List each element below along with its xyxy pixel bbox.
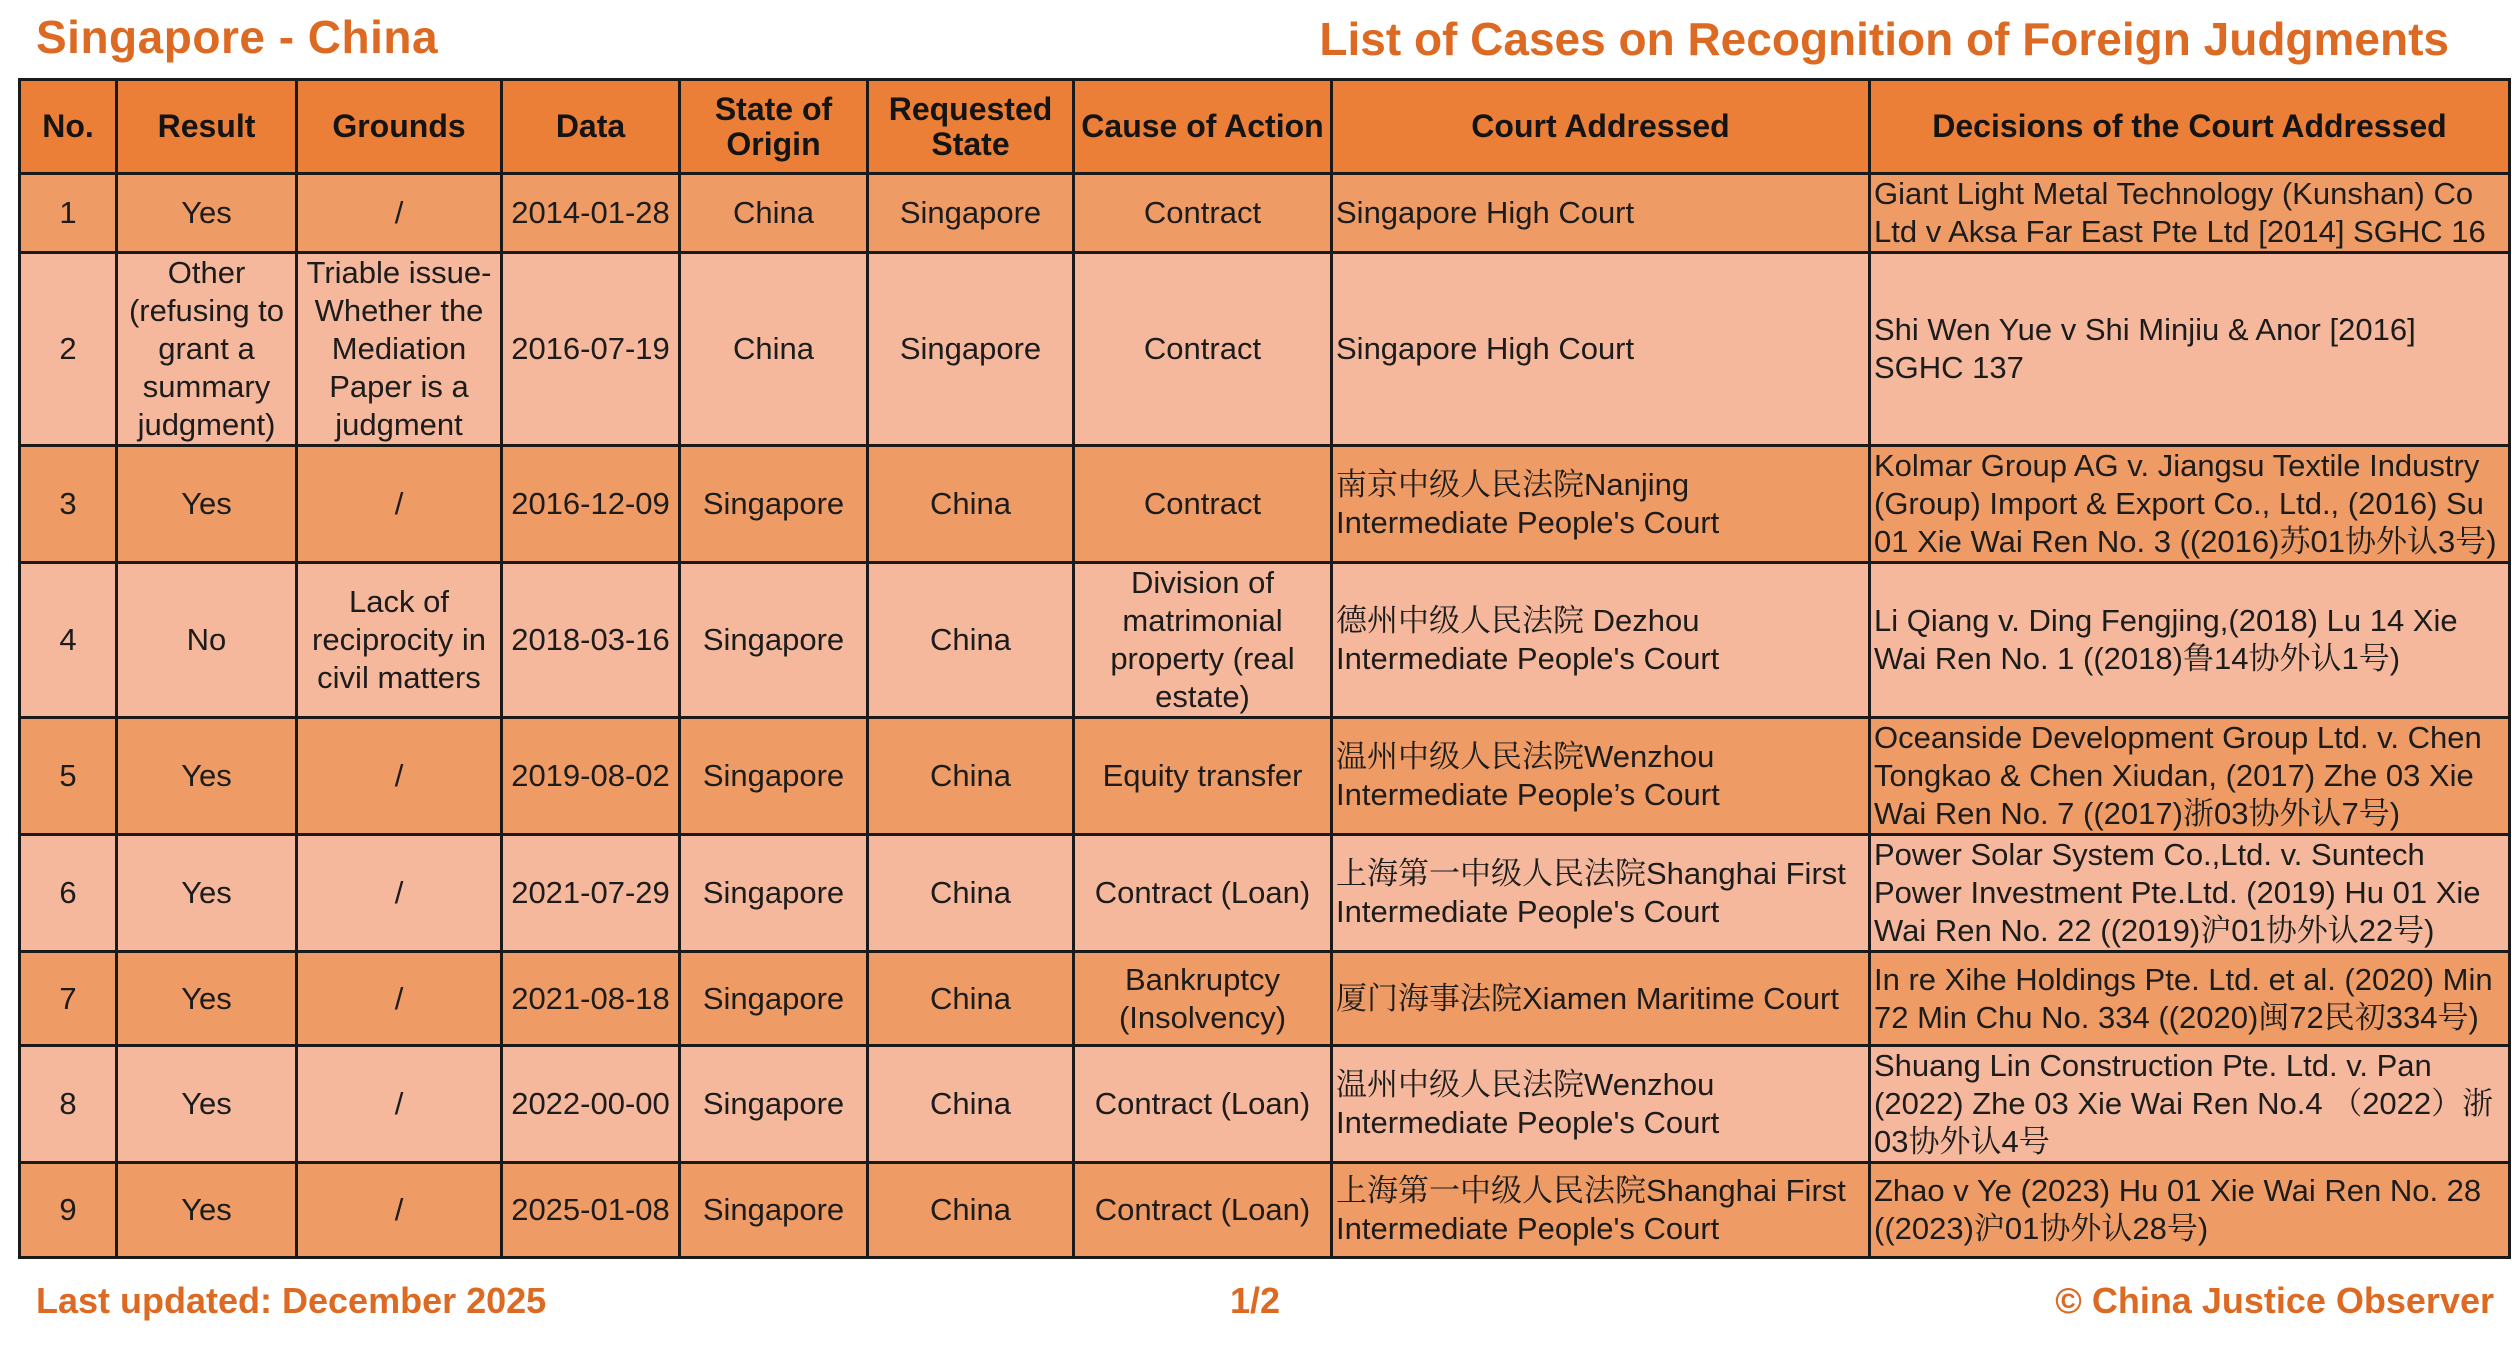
cell-grounds: /: [297, 1046, 502, 1163]
cell-court-addressed: Singapore High Court: [1332, 253, 1870, 446]
cell-date: 2019-08-02: [502, 718, 680, 835]
cell-cause-of-action: Equity transfer: [1074, 718, 1332, 835]
cell-decision: Zhao v Ye (2023) Hu 01 Xie Wai Ren No. 28 ((2023)沪01协外认28号): [1870, 1163, 2510, 1258]
cell-no: 7: [20, 952, 117, 1046]
cell-state-of-origin: Singapore: [680, 563, 868, 718]
column-header-decisions: Decisions of the Court Addressed: [1870, 80, 2510, 174]
cell-grounds: /: [297, 718, 502, 835]
cell-no: 5: [20, 718, 117, 835]
column-header-cause-of-action: Cause of Action: [1074, 80, 1332, 174]
table-row: [20, 563, 2510, 718]
copyright-label: © China Justice Observer: [2055, 1280, 2494, 1321]
cell-date: 2021-08-18: [502, 952, 680, 1046]
table-row: [20, 1163, 2510, 1258]
cell-cause-of-action: Bankruptcy (Insolvency): [1074, 952, 1332, 1046]
cell-result: Yes: [117, 1046, 297, 1163]
cell-requested-state: China: [868, 835, 1074, 952]
cell-requested-state: China: [868, 1046, 1074, 1163]
table-row: [20, 174, 2510, 253]
cell-cause-of-action: Contract (Loan): [1074, 1046, 1332, 1163]
cell-no: 4: [20, 563, 117, 718]
cell-court-addressed: 温州中级人民法院Wenzhou Intermediate People’s Court: [1332, 718, 1870, 835]
cell-no: 3: [20, 446, 117, 563]
cell-date: 2016-07-19: [502, 253, 680, 446]
cell-grounds: /: [297, 446, 502, 563]
cell-court-addressed: Singapore High Court: [1332, 174, 1870, 253]
cell-cause-of-action: Contract: [1074, 253, 1332, 446]
cell-decision: Giant Light Metal Technology (Kunshan) Co Ltd v Aksa Far East Pte Ltd [2014] SGHC 16: [1870, 174, 2510, 253]
table-row: [20, 253, 2510, 446]
cell-decision: In re Xihe Holdings Pte. Ltd. et al. (2020) Min 72 Min Chu No. 334 ((2020)闽72民初334号): [1870, 952, 2510, 1046]
last-updated-label: Last updated: December 2025: [36, 1280, 547, 1321]
cell-court-addressed: 厦门海事法院Xiamen Maritime Court: [1332, 952, 1870, 1046]
cell-cause-of-action: Division of matrimonial property (real estate): [1074, 563, 1332, 718]
cell-date: 2025-01-08: [502, 1163, 680, 1258]
cell-state-of-origin: China: [680, 253, 868, 446]
cell-decision: Li Qiang v. Ding Fengjing,(2018) Lu 14 Xie Wai Ren No. 1 ((2018)鲁14协外认1号): [1870, 563, 2510, 718]
cell-state-of-origin: Singapore: [680, 718, 868, 835]
cell-date: 2018-03-16: [502, 563, 680, 718]
cell-court-addressed: 上海第一中级人民法院Shanghai First Intermediate People's Court: [1332, 835, 1870, 952]
table-row: [20, 446, 2510, 563]
cell-cause-of-action: Contract: [1074, 446, 1332, 563]
cell-requested-state: China: [868, 718, 1074, 835]
cell-state-of-origin: Singapore: [680, 446, 868, 563]
table-row: [20, 952, 2510, 1046]
cell-grounds: /: [297, 952, 502, 1046]
column-header-grounds: Grounds: [297, 80, 502, 174]
table-row: [20, 718, 2510, 835]
cell-result: Yes: [117, 1163, 297, 1258]
cell-result: Yes: [117, 835, 297, 952]
cell-grounds: /: [297, 1163, 502, 1258]
document-heading: List of Cases on Recognition of Foreign Judgments: [1319, 13, 2449, 65]
cell-requested-state: Singapore: [868, 174, 1074, 253]
cell-no: 2: [20, 253, 117, 446]
cell-decision: Shuang Lin Construction Pte. Ltd. v. Pan (2022) Zhe 03 Xie Wai Ren No.4 （2022）浙03协外认4号: [1870, 1046, 2510, 1163]
column-header-no: No.: [20, 80, 117, 174]
cell-result: Yes: [117, 174, 297, 253]
cell-requested-state: China: [868, 446, 1074, 563]
cell-court-addressed: 上海第一中级人民法院Shanghai First Intermediate People's Court: [1332, 1163, 1870, 1258]
cell-no: 8: [20, 1046, 117, 1163]
column-header-court-addressed: Court Addressed: [1332, 80, 1870, 174]
cell-court-addressed: 南京中级人民法院Nanjing Intermediate People's Court: [1332, 446, 1870, 563]
cell-requested-state: China: [868, 952, 1074, 1046]
cell-date: 2022-00-00: [502, 1046, 680, 1163]
cell-result: Yes: [117, 446, 297, 563]
cell-result: No: [117, 563, 297, 718]
cell-court-addressed: 德州中级人民法院 Dezhou Intermediate People's Court: [1332, 563, 1870, 718]
page-title: Singapore - China: [36, 11, 439, 63]
cell-grounds: Lack of reciprocity in civil matters: [297, 563, 502, 718]
cell-requested-state: Singapore: [868, 253, 1074, 446]
cell-state-of-origin: Singapore: [680, 952, 868, 1046]
column-header-requested-state: Requested State: [868, 80, 1074, 174]
cell-decision: Shi Wen Yue v Shi Minjiu & Anor [2016] SGHC 137: [1870, 253, 2510, 446]
cell-grounds: /: [297, 174, 502, 253]
cell-decision: Kolmar Group AG v. Jiangsu Textile Industry (Group) Import & Export Co., Ltd., (2016) Su 01 Xie Wai Ren No. 3 ((2016)苏01协外认3号): [1870, 446, 2510, 563]
cell-requested-state: China: [868, 1163, 1074, 1258]
cell-court-addressed: 温州中级人民法院Wenzhou Intermediate People's Court: [1332, 1046, 1870, 1163]
cell-state-of-origin: Singapore: [680, 1046, 868, 1163]
column-header-date: Data: [502, 80, 680, 174]
cell-date: 2021-07-29: [502, 835, 680, 952]
cell-grounds: Triable issue-Whether the Mediation Paper is a judgment: [297, 253, 502, 446]
cell-result: Yes: [117, 718, 297, 835]
column-header-result: Result: [117, 80, 297, 174]
table-header-row: [20, 80, 2510, 174]
cell-cause-of-action: Contract (Loan): [1074, 835, 1332, 952]
table-row: [20, 835, 2510, 952]
cell-cause-of-action: Contract (Loan): [1074, 1163, 1332, 1258]
cell-decision: Power Solar System Co.,Ltd. v. Suntech Power Investment Pte.Ltd. (2019) Hu 01 Xie Wai Ren No. 22 ((2019)沪01协外认22号): [1870, 835, 2510, 952]
cell-state-of-origin: Singapore: [680, 835, 868, 952]
cell-no: 1: [20, 174, 117, 253]
cell-result: Yes: [117, 952, 297, 1046]
page-number: 1/2: [1230, 1280, 1281, 1321]
table-row: [20, 1046, 2510, 1163]
cases-table: [18, 78, 2511, 1259]
column-header-state-of-origin: State of Origin: [680, 80, 868, 174]
cell-cause-of-action: Contract: [1074, 174, 1332, 253]
cell-date: 2014-01-28: [502, 174, 680, 253]
cell-result: Other (refusing to grant a summary judgment): [117, 253, 297, 446]
cell-date: 2016-12-09: [502, 446, 680, 563]
cell-no: 9: [20, 1163, 117, 1258]
cell-requested-state: China: [868, 563, 1074, 718]
cell-state-of-origin: China: [680, 174, 868, 253]
cell-grounds: /: [297, 835, 502, 952]
cell-decision: Oceanside Development Group Ltd. v. Chen Tongkao & Chen Xiudan, (2017) Zhe 03 Xie Wai Ren No. 7 ((2017)浙03协外认7号): [1870, 718, 2510, 835]
cell-state-of-origin: Singapore: [680, 1163, 868, 1258]
cell-no: 6: [20, 835, 117, 952]
